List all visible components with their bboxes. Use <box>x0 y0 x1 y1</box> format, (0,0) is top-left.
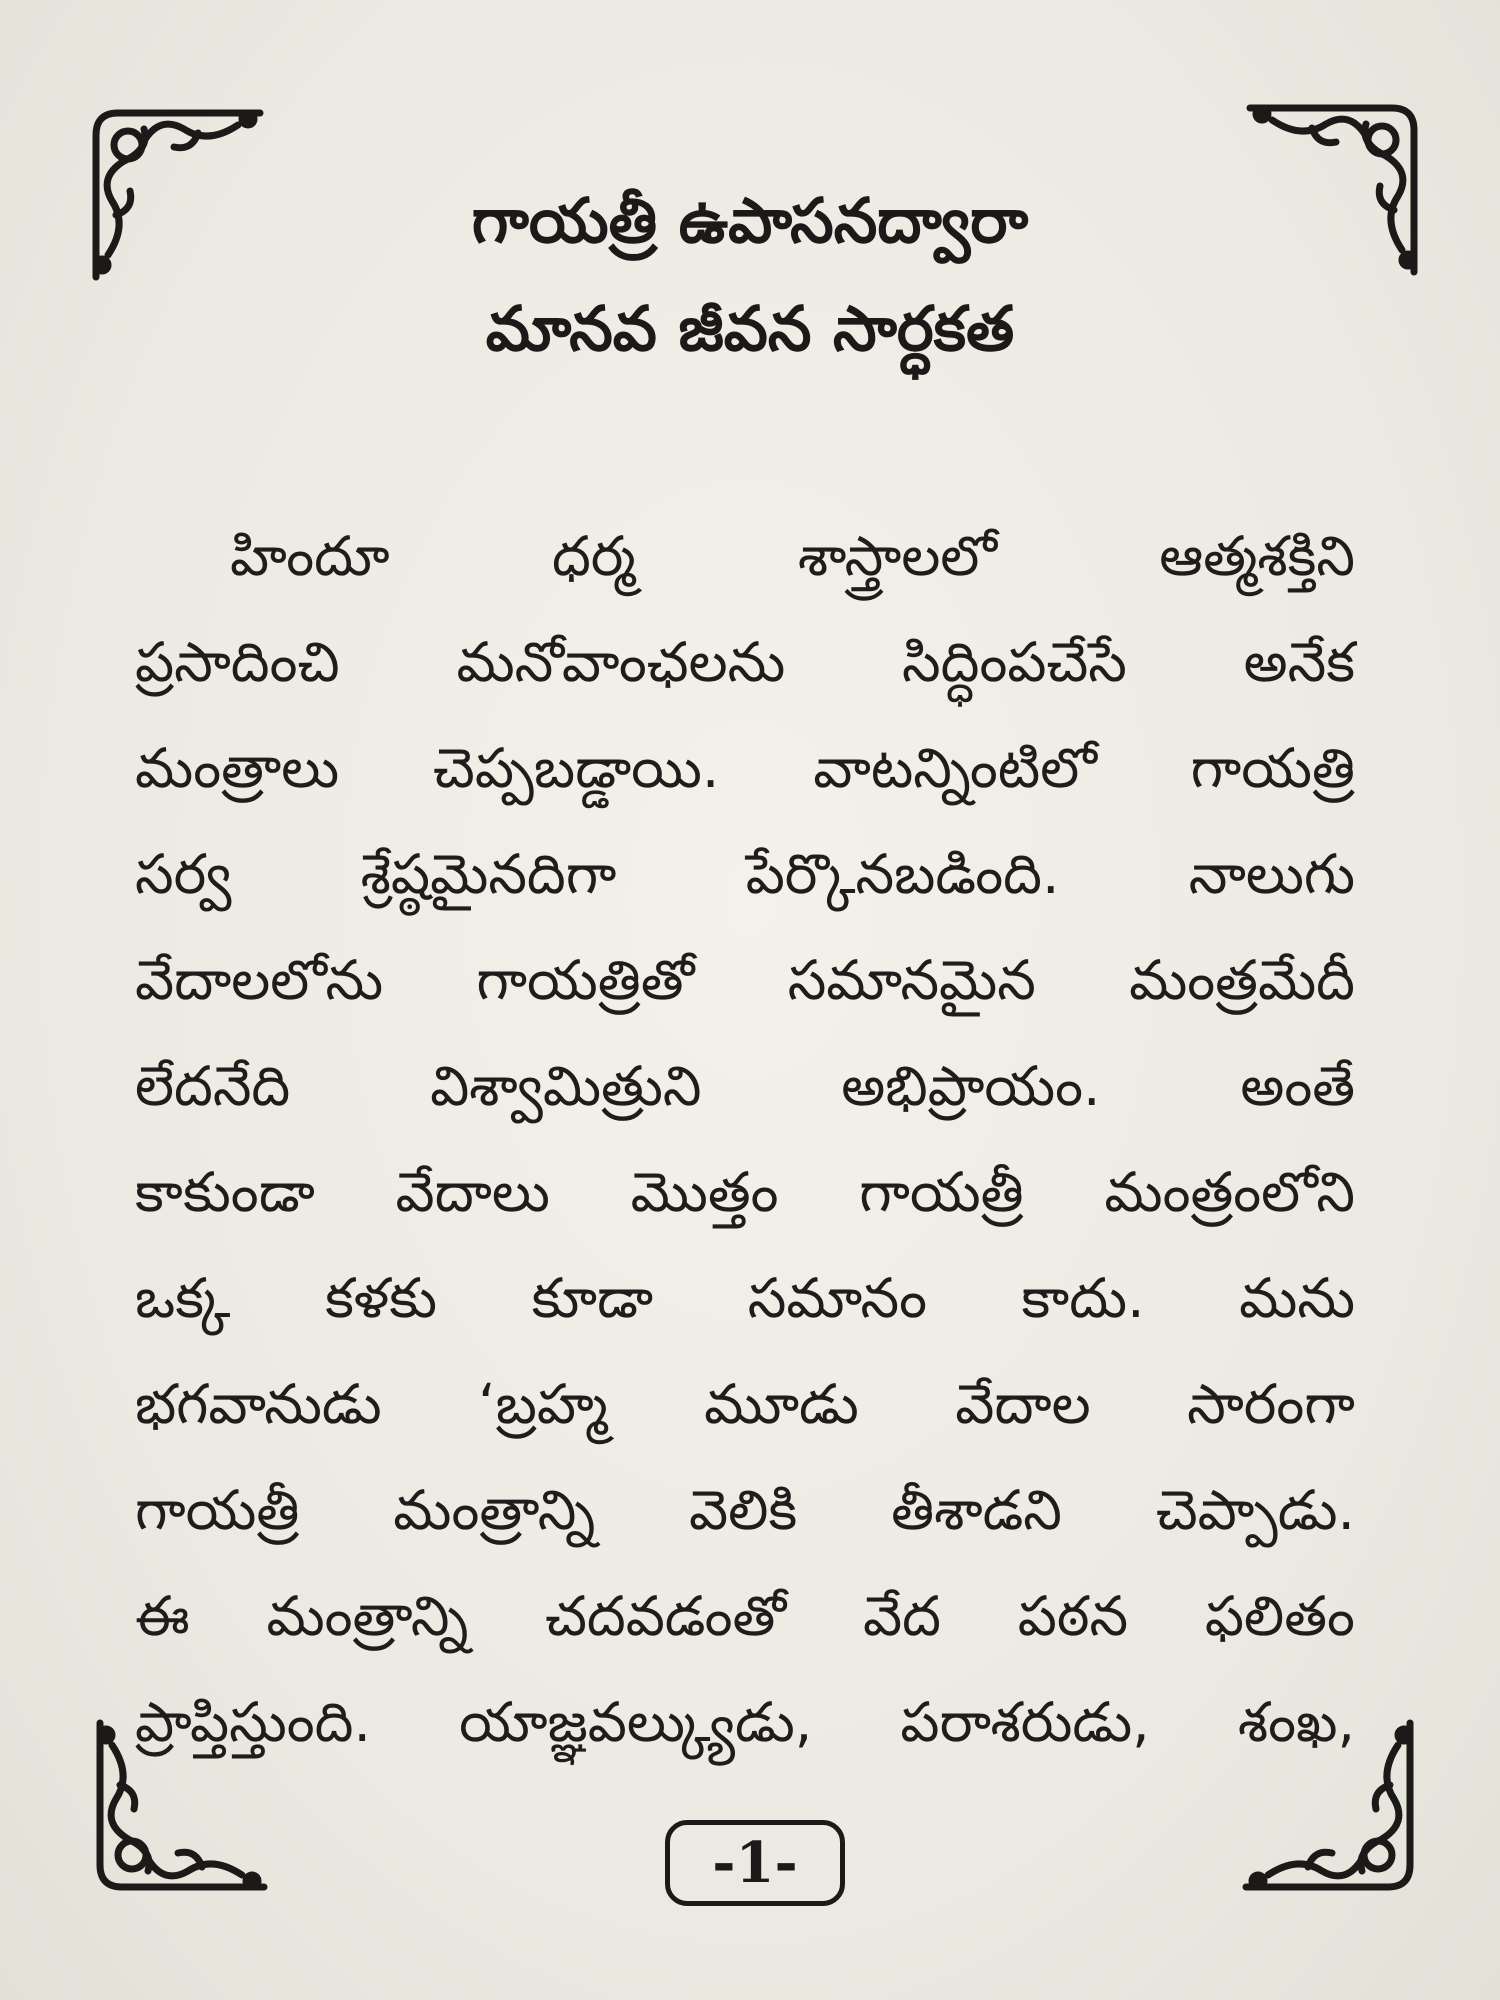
word: మొత్తం <box>630 1160 779 1224</box>
page-title-line-2: మానవ జీవన సార్ధకత <box>485 292 1015 365</box>
word: మంత్రమేదీ <box>1129 948 1355 1012</box>
word: చదవడంతో <box>545 1584 787 1648</box>
word: మంత్రాలు <box>135 736 340 800</box>
text-line-7 <box>135 1146 1355 1252</box>
word: గాయత్రితో <box>476 948 695 1012</box>
word: నాలుగు <box>1188 842 1355 906</box>
word: విశ్వామిత్రుని <box>430 1054 702 1118</box>
word: మనోవాంఛలను <box>456 630 786 694</box>
word: ప్రసాదించి <box>135 630 340 694</box>
text-line-11 <box>135 1570 1355 1676</box>
word: అంతే <box>1240 1054 1355 1118</box>
word: అభిప్రాయం. <box>841 1054 1101 1118</box>
text-line-12 <box>135 1676 1355 1782</box>
word: లేదనేది <box>135 1054 291 1118</box>
word: మను <box>1239 1266 1355 1330</box>
word: శాస్త్రాలలో <box>797 524 997 588</box>
word: వేదాలలోను <box>135 948 384 1012</box>
word: వేదాల <box>955 1372 1091 1436</box>
word: పేర్కొనబడింది. <box>745 842 1060 906</box>
page-title-line-1: గాయత్రీ ఉపాసనద్వారా <box>471 184 1029 257</box>
word: గాయత్రీ <box>135 1478 300 1542</box>
word: చెప్పాడు. <box>1155 1478 1355 1542</box>
text-line-10 <box>135 1464 1355 1570</box>
word: గాయత్రి <box>1190 736 1355 800</box>
word: సమానమైన <box>787 948 1036 1012</box>
word: ఆత్మశక్తిని <box>1159 524 1355 588</box>
word: కూడా <box>531 1266 654 1330</box>
word: పరాశరుడు, <box>900 1690 1150 1754</box>
word: చెప్పబడ్డాయి. <box>433 736 720 800</box>
word: ధర్మ <box>551 524 636 588</box>
word: హిందూ <box>230 524 390 588</box>
page-number-badge: -1- <box>665 1820 845 1906</box>
word: శంఖ, <box>1237 1690 1355 1754</box>
text-line-4 <box>135 828 1355 934</box>
word: కాకుండా <box>135 1160 315 1224</box>
word: పఠన <box>1017 1584 1129 1648</box>
word: వెలికి <box>689 1478 798 1542</box>
word: శ్రేష్ఠమైనదిగా <box>360 842 617 906</box>
word: యాజ్ఞవల్క్యుడు, <box>459 1690 813 1754</box>
text-line-5 <box>135 934 1355 1040</box>
word: మూడు <box>704 1372 859 1436</box>
word: సమానం <box>747 1266 927 1330</box>
body-paragraph <box>135 510 1355 1782</box>
text-line-2 <box>135 616 1355 722</box>
text-line-6 <box>135 1040 1355 1146</box>
word: కళకు <box>325 1266 437 1330</box>
word: భగవానుడు <box>135 1372 382 1436</box>
text-line-1 <box>135 510 1355 616</box>
text-line-8 <box>135 1252 1355 1358</box>
word: ఫలితం <box>1204 1584 1355 1648</box>
word: సారంగా <box>1187 1372 1355 1436</box>
word: ప్రాప్తిస్తుంది. <box>135 1690 371 1754</box>
word: ఈ <box>135 1584 190 1648</box>
word: మంత్రాన్ని <box>393 1478 596 1542</box>
text-line-3 <box>135 722 1355 828</box>
word: మంత్రంలోని <box>1104 1160 1355 1224</box>
word: వేద <box>863 1584 941 1648</box>
word: సర్వ <box>135 842 232 906</box>
word: కాదు. <box>1021 1266 1145 1330</box>
word: గాయత్రీ <box>859 1160 1024 1224</box>
word: ‘బ్రహ్మ <box>478 1372 608 1436</box>
text-line-9 <box>135 1358 1355 1464</box>
word: సిద్ధింపచేసే <box>902 630 1127 694</box>
word: ఒక్క <box>135 1266 231 1330</box>
word: వాటన్నింటిలో <box>813 736 1097 800</box>
word: అనేక <box>1243 630 1355 694</box>
word: వేదాలు <box>395 1160 550 1224</box>
word: మంత్రాన్ని <box>266 1584 469 1648</box>
word: తీశాడని <box>891 1478 1062 1542</box>
